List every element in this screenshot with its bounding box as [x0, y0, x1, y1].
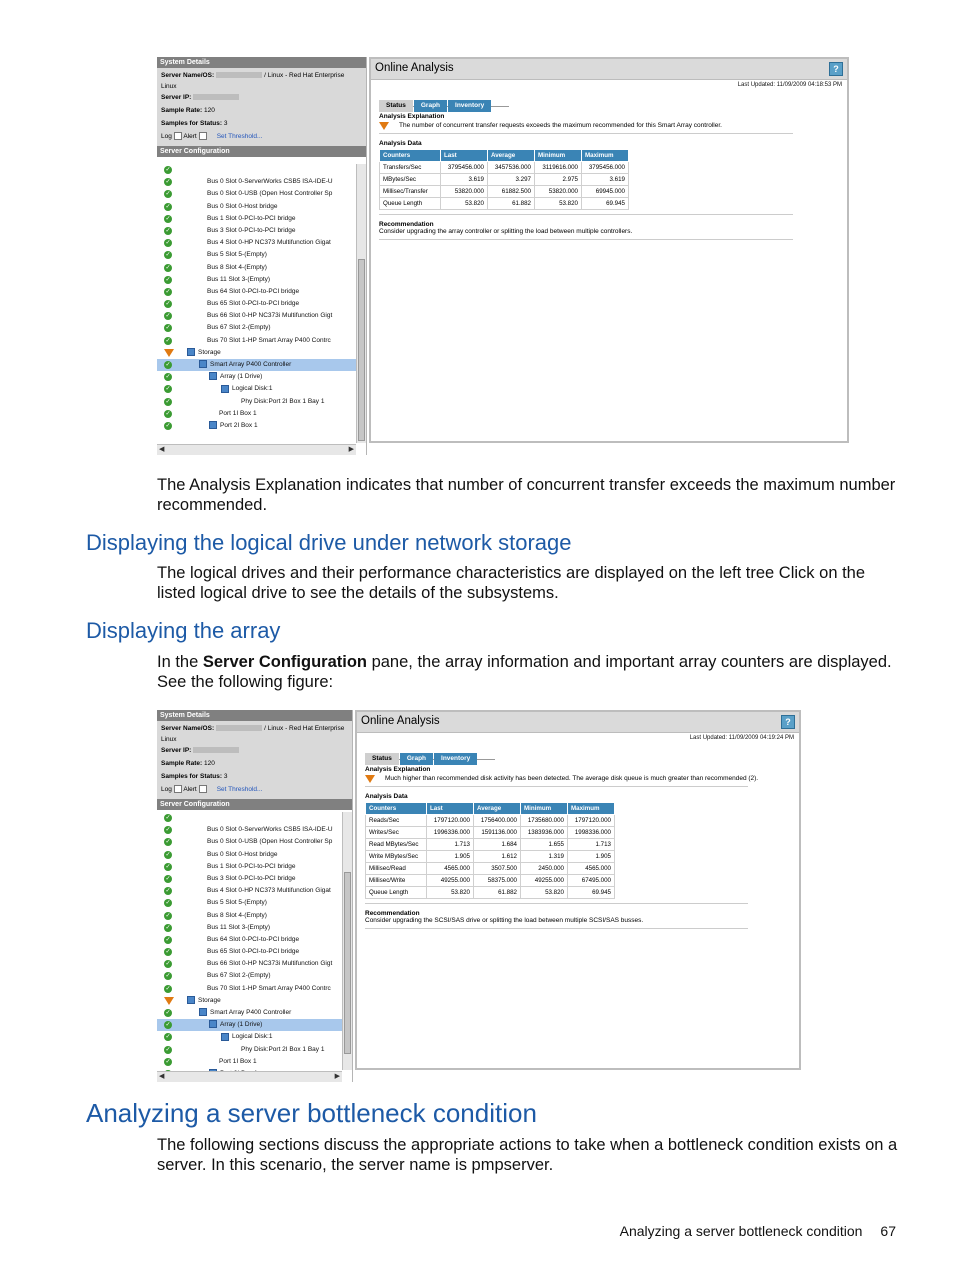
tree-item-label: Bus 0 Slot 0-ServerWorks CSB5 ISA-IDE-U	[207, 178, 333, 186]
col-counters: Counters	[366, 803, 427, 815]
table-cell: 61882.500	[488, 186, 535, 198]
table-cell: 69.945	[568, 887, 615, 899]
collapse-icon[interactable]	[187, 996, 195, 1004]
paragraph-logical-drives: The logical drives and their performance characteristics are displayed on the left tree Click on the listed logical drive to see the details of the subsystems.	[157, 564, 866, 602]
status-ok-icon: ✓	[165, 362, 171, 368]
analysis-explanation-section: Analysis Explanation Much higher than recommended disk activity has been detected. The average disk queue is much greater than recommended (2).	[365, 766, 791, 787]
tree-item-label: Port 1I Box 1	[219, 409, 257, 417]
paragraph-bottleneck: The following sections discuss the appropriate actions to take when a bottleneck condition exists on a server. In this scenario, the server name is pmpserver.	[157, 1136, 898, 1174]
tree-item[interactable]	[157, 922, 342, 934]
table-cell: Millisec/Transfer	[380, 186, 441, 198]
tree-item[interactable]	[157, 995, 342, 1007]
table-cell: 61.882	[474, 887, 521, 899]
col-minimum: Minimum	[521, 803, 568, 815]
table-cell: Millisec/Write	[366, 875, 427, 887]
config-tree	[157, 812, 342, 1070]
figure-2-screenshot	[157, 710, 803, 1082]
status-ok-icon: ✓	[165, 863, 171, 870]
tree-item[interactable]	[157, 885, 342, 897]
collapse-icon[interactable]	[209, 1020, 217, 1028]
tree-item[interactable]	[157, 873, 342, 885]
tree-item[interactable]	[157, 1019, 342, 1031]
warning-icon	[164, 997, 174, 1005]
tree-item-label: Bus 5 Slot 5-(Empty)	[207, 899, 267, 907]
table-cell: Millisec/Read	[366, 863, 427, 875]
system-details: Server Name/OS: / Linux - Red Hat Enterprise Linux Server IP: Sample Rate: 120 Samples for Status: 3 Log Alert Set Threshold...	[157, 721, 352, 799]
table-cell: 3507.500	[474, 863, 521, 875]
tree-item[interactable]	[157, 249, 356, 261]
log-checkbox[interactable]	[174, 785, 182, 793]
tree-item[interactable]	[157, 176, 356, 188]
tree-item-label: Bus 64 Slot 0-PCI-to-PCI bridge	[207, 935, 300, 943]
table-cell: 4565.000	[427, 863, 474, 875]
analysis-data-section: Analysis Data Counters Last Average Minimum Maximum Transfers/Sec 3795456.000 3457536.000 3119616.000 3795456.000 MBytes/Sec 3.619 3.297 2.975 3.619 Millisec/Transfer 53820.000 61882.500 53820.000 69945.000 Queue Length 53.820 61.882 53.820 69.945	[379, 140, 839, 215]
table-cell: 61.882	[488, 198, 535, 210]
table-cell: Reads/Sec	[366, 815, 427, 827]
online-analysis-pane	[355, 710, 801, 1070]
status-ok-icon: ✓	[165, 924, 171, 931]
tree-item[interactable]	[157, 225, 356, 237]
tree-item-label: Bus 0 Slot 0-Host bridge	[207, 850, 278, 858]
tree-item[interactable]	[157, 286, 356, 298]
tree-item[interactable]	[157, 371, 356, 383]
table-cell: 1735680.000	[521, 815, 568, 827]
tree-item[interactable]	[157, 1056, 342, 1068]
redacted-server-ip	[193, 94, 239, 100]
tree-item[interactable]	[157, 310, 356, 322]
tree-item[interactable]	[157, 849, 342, 861]
tree-item[interactable]	[157, 201, 356, 213]
table-cell: 1.319	[521, 851, 568, 863]
tree-item[interactable]	[157, 861, 342, 873]
scroll-left-icon[interactable]: ◀	[159, 446, 165, 453]
tree-item[interactable]	[157, 213, 356, 225]
tree-item-label: Bus 66 Slot 0-HP NC373i Multifunction Gigt	[207, 312, 333, 320]
status-ok-icon: ✓	[165, 374, 171, 381]
tree-item[interactable]	[157, 1044, 342, 1056]
tree-item-label: Bus 3 Slot 0-PCI-to-PCI bridge	[207, 226, 296, 234]
heading-logical-drive: Displaying the logical drive under network storage	[86, 530, 572, 555]
server-configuration-header: Server Configuration	[157, 799, 352, 810]
status-ok-icon: ✓	[165, 252, 171, 259]
tab-graph[interactable]: Graph	[400, 753, 433, 765]
col-maximum: Maximum	[568, 803, 615, 815]
tree-item-label: Bus 65 Slot 0-PCI-to-PCI bridge	[207, 300, 300, 308]
status-ok-icon: ✓	[165, 1010, 171, 1016]
table-row	[366, 839, 615, 851]
redacted-server-name	[216, 72, 262, 78]
footer-title: Analyzing a server bottleneck condition	[619, 1223, 863, 1239]
table-cell: 3457536.000	[488, 162, 535, 174]
tree-item-label: Bus 11 Slot 3-(Empty)	[207, 923, 271, 931]
server-configuration-header: Server Configuration	[157, 146, 366, 157]
table-cell: 1.612	[474, 851, 521, 863]
table-cell: 1383936.000	[521, 827, 568, 839]
tree-item[interactable]	[157, 274, 356, 286]
figure-1-screenshot	[157, 57, 852, 455]
analysis-data-section: Analysis Data Counters Last Average Minimum Maximum Reads/Sec 1797120.000 1756400.000 1735680.000 1797120.000 Writes/Sec 1996336.000 1591136.000 1383936.000 1998336.000 Read MBytes/Sec 1.713 1.684 1.655 1.713 Write MBytes/Sec 1.905 1.612 1.319 1.905 Millisec/Read 4565.000 3507.500 2450.000 4565.000 Millisec/Write 49255.000 58375.000 49255.000 67495.000 Queue Length 53.820 61.882 53.820 69.945	[365, 793, 791, 904]
status-ok-icon: ✓	[165, 386, 171, 393]
table-cell: 1.713	[427, 839, 474, 851]
table-row	[380, 174, 629, 186]
table-cell: 1996336.000	[427, 827, 474, 839]
tree-horizontal-scrollbar[interactable]	[157, 1071, 342, 1082]
tree-item-label: Bus 8 Slot 4-(Empty)	[207, 911, 267, 919]
status-ok-icon: ✓	[165, 191, 171, 198]
tree-item-label: Bus 0 Slot 0-ServerWorks CSB5 ISA-IDE-U	[207, 826, 333, 834]
col-average: Average	[474, 803, 521, 815]
recommendation-section: Recommendation Consider upgrading the SCSI/SAS drive or splitting the load between multiple SCSI/SAS busses.	[365, 910, 791, 929]
tree-item[interactable]	[157, 1031, 342, 1043]
status-ok-icon: ✓	[165, 851, 171, 858]
tree-item[interactable]	[157, 420, 356, 432]
analysis-data-table	[365, 802, 615, 899]
table-cell: 1.905	[427, 851, 474, 863]
status-ok-icon: ✓	[165, 936, 171, 943]
tree-item[interactable]	[157, 812, 342, 824]
tree-item[interactable]	[157, 946, 342, 958]
online-analysis-title: Online Analysis	[375, 62, 454, 74]
tree-item[interactable]	[157, 1007, 342, 1019]
tree-item[interactable]	[157, 836, 342, 848]
left-pane	[157, 710, 353, 1082]
online-analysis-pane	[369, 57, 849, 443]
tree-item[interactable]	[157, 958, 342, 970]
tree-item-label: Bus 4 Slot 0-HP NC373 Multifunction Gigat	[207, 239, 331, 247]
collapse-icon[interactable]	[209, 421, 217, 429]
tree-item-label: Smart Array P400 Controller	[210, 361, 292, 368]
tree-item[interactable]	[157, 910, 342, 922]
status-ok-icon: ✓	[165, 215, 171, 222]
status-ok-icon: ✓	[165, 398, 171, 405]
table-row	[366, 875, 615, 887]
table-cell: 3795456.000	[582, 162, 629, 174]
table-cell: 53.820	[535, 198, 582, 210]
set-threshold-link[interactable]: Set Threshold...	[216, 786, 263, 793]
table-cell: 69.945	[582, 198, 629, 210]
tree-item[interactable]	[157, 897, 342, 909]
status-ok-icon: ✓	[165, 949, 171, 956]
left-pane	[157, 57, 367, 455]
table-cell: 58375.000	[474, 875, 521, 887]
collapse-icon[interactable]	[209, 372, 217, 380]
tree-item[interactable]	[157, 983, 342, 995]
tree-item-label: Bus 5 Slot 5-(Empty)	[207, 251, 267, 259]
status-ok-icon: ✓	[165, 815, 171, 821]
table-row	[366, 851, 615, 863]
tree-item[interactable]	[157, 824, 342, 836]
config-tree	[157, 164, 356, 443]
table-cell: 49255.000	[427, 875, 474, 887]
online-analysis-titlebar	[357, 712, 799, 733]
tree-item[interactable]	[157, 262, 356, 274]
table-cell: 53820.000	[535, 186, 582, 198]
table-cell: 69945.000	[582, 186, 629, 198]
recommendation-text: Consider upgrading the array controller or splitting the load between multiple controllers.	[379, 228, 633, 235]
table-row	[380, 186, 629, 198]
table-cell: Read MBytes/Sec	[366, 839, 427, 851]
alert-checkbox[interactable]	[199, 785, 207, 793]
table-cell: 1797120.000	[568, 815, 615, 827]
help-icon[interactable]: ?	[829, 62, 843, 76]
tree-item[interactable]	[157, 934, 342, 946]
tree-item[interactable]	[157, 396, 356, 408]
table-cell: 53820.000	[441, 186, 488, 198]
status-ok-icon: ✓	[165, 888, 171, 895]
table-row	[366, 815, 615, 827]
tree-item[interactable]	[157, 237, 356, 249]
table-row	[380, 198, 629, 210]
tree-item-label: Bus 64 Slot 0-PCI-to-PCI bridge	[207, 287, 300, 295]
scroll-right-icon[interactable]: ▶	[334, 1073, 340, 1080]
tree-item-label: Bus 70 Slot 1-HP Smart Array P400 Contrc	[207, 984, 331, 992]
paragraph-array: In the Server Configuration pane, the array information and important array counters are displayed. See the following figure:	[157, 653, 892, 691]
status-ok-icon: ✓	[165, 422, 171, 429]
status-ok-icon: ✓	[165, 325, 171, 332]
status-ok-icon: ✓	[165, 1046, 171, 1053]
tree-vertical-scrollbar[interactable]	[342, 812, 352, 1070]
analysis-explanation-section: Analysis Explanation The number of concurrent transfer requests exceeds the maximum recommended for this Smart Array controller.	[379, 113, 839, 134]
tab-inventory[interactable]: Inventory	[448, 100, 491, 112]
status-ok-icon: ✓	[165, 240, 171, 247]
status-ok-icon: ✓	[165, 227, 171, 234]
status-ok-icon: ✓	[165, 167, 171, 173]
heading-bottleneck: Analyzing a server bottleneck condition	[86, 1098, 537, 1128]
tree-item-label: Bus 0 Slot 0-USB (Open Host Controller Sp	[207, 190, 333, 198]
tree-item[interactable]	[157, 408, 356, 420]
status-ok-icon: ✓	[165, 203, 171, 210]
tab-status[interactable]: Status	[365, 753, 399, 765]
system-details: Server Name/OS: / Linux - Red Hat Enterprise Linux Server IP: Sample Rate: 120 Samples for Status: 3 Log Alert Set Threshold...	[157, 68, 366, 146]
status-ok-icon: ✓	[165, 313, 171, 320]
table-row	[366, 863, 615, 875]
table-cell: Transfers/Sec	[380, 162, 441, 174]
online-analysis-title: Online Analysis	[361, 715, 440, 727]
status-ok-icon: ✓	[165, 264, 171, 271]
tree-item-label: Storage	[198, 348, 221, 356]
tree-vertical-scrollbar[interactable]	[356, 164, 366, 443]
tree-item-label: Bus 8 Slot 4-(Empty)	[207, 263, 267, 271]
status-ok-icon: ✓	[165, 985, 171, 992]
table-cell: Queue Length	[380, 198, 441, 210]
table-cell: 3795456.000	[441, 162, 488, 174]
page-footer	[602, 1223, 896, 1239]
redacted-server-ip	[193, 747, 239, 753]
table-cell: 1.905	[568, 851, 615, 863]
tree-item-label: Bus 1 Slot 0-PCI-to-PCI bridge	[207, 214, 296, 222]
alert-checkbox[interactable]	[199, 132, 207, 140]
collapse-icon[interactable]	[221, 385, 229, 393]
tree-item-label: Bus 65 Slot 0-PCI-to-PCI bridge	[207, 948, 300, 956]
tree-item-label: Bus 4 Slot 0-HP NC373 Multifunction Gigat	[207, 887, 331, 895]
status-ok-icon: ✓	[165, 288, 171, 295]
status-ok-icon: ✓	[165, 1058, 171, 1065]
status-ok-icon: ✓	[165, 337, 171, 344]
tree-item[interactable]	[157, 970, 342, 982]
set-threshold-link[interactable]: Set Threshold...	[216, 133, 263, 140]
last-updated: Last Updated: 11/09/2009 04:19:24 PM	[689, 735, 794, 741]
status-ok-icon: ✓	[165, 839, 171, 846]
log-checkbox[interactable]	[174, 132, 182, 140]
tab-bar	[379, 94, 509, 107]
collapse-icon[interactable]	[187, 348, 195, 356]
table-cell: 3.297	[488, 174, 535, 186]
tree-item-label: Smart Array P400 Controller	[210, 1009, 292, 1016]
last-updated: Last Updated: 11/09/2009 04:18:53 PM	[737, 82, 842, 88]
table-cell: 2450.000	[521, 863, 568, 875]
table-cell: 3119616.000	[535, 162, 582, 174]
table-cell: Queue Length	[366, 887, 427, 899]
tree-item-label: Phy Disk:Port 2I Box 1 Bay 1	[241, 1045, 325, 1053]
table-row	[366, 827, 615, 839]
table-cell: MBytes/Sec	[380, 174, 441, 186]
status-ok-icon: ✓	[165, 973, 171, 980]
help-icon[interactable]: ?	[781, 715, 795, 729]
recommendation-section: Recommendation Consider upgrading the array controller or splitting the load between multiple controllers.	[379, 221, 839, 240]
status-ok-icon: ✓	[165, 961, 171, 968]
collapse-icon[interactable]	[199, 1008, 207, 1016]
col-counters: Counters	[380, 150, 441, 162]
page-number: 67	[880, 1223, 896, 1239]
tree-item-label: Bus 0 Slot 0-Host bridge	[207, 202, 278, 210]
tree-item[interactable]	[157, 298, 356, 310]
tab-graph[interactable]: Graph	[414, 100, 447, 112]
table-cell: 1797120.000	[427, 815, 474, 827]
scroll-thumb[interactable]	[344, 872, 351, 1054]
tree-item[interactable]	[157, 322, 356, 334]
tree-item-label: Storage	[198, 996, 221, 1004]
tab-status[interactable]: Status	[379, 100, 413, 112]
system-details-header: System Details	[157, 57, 366, 68]
heading-array: Displaying the array	[86, 618, 281, 643]
col-minimum: Minimum	[535, 150, 582, 162]
status-ok-icon: ✓	[165, 410, 171, 417]
status-ok-icon: ✓	[165, 912, 171, 919]
table-cell: 3.619	[441, 174, 488, 186]
explanation-text: The number of concurrent transfer requests exceeds the maximum recommended for this Smart Array controller.	[399, 122, 722, 129]
table-cell: 1.655	[521, 839, 568, 851]
system-details-header: System Details	[157, 710, 352, 721]
redacted-server-name	[216, 725, 262, 731]
tree-item-label: Array (1 Drive)	[220, 373, 263, 381]
table-cell: 53.820	[521, 887, 568, 899]
recommendation-text: Consider upgrading the SCSI/SAS drive or splitting the load between multiple SCSI/SAS busses.	[365, 917, 644, 924]
tree-item[interactable]	[157, 359, 356, 371]
tree-item-label: Bus 70 Slot 1-HP Smart Array P400 Contrc	[207, 336, 331, 344]
table-cell: 67495.000	[568, 875, 615, 887]
table-cell: 1591136.000	[474, 827, 521, 839]
tree-item-label: Bus 11 Slot 3-(Empty)	[207, 275, 271, 283]
paragraph-analysis-explanation: The Analysis Explanation indicates that number of concurrent transfer exceeds the maximum number recommended.	[157, 476, 896, 514]
warning-icon	[365, 775, 375, 783]
scroll-left-icon[interactable]: ◀	[159, 1073, 165, 1080]
tree-item[interactable]	[157, 383, 356, 395]
tree-item-label: Bus 3 Slot 0-PCI-to-PCI bridge	[207, 874, 296, 882]
status-ok-icon: ✓	[165, 1022, 171, 1029]
table-cell: 49255.000	[521, 875, 568, 887]
table-cell: 1756400.000	[474, 815, 521, 827]
tab-inventory[interactable]: Inventory	[434, 753, 477, 765]
tree-item-label: Array (1 Drive)	[220, 1021, 263, 1029]
table-cell: 1998336.000	[568, 827, 615, 839]
tree-item-label: Port 1I Box 1	[219, 1057, 257, 1065]
tree-item[interactable]	[157, 164, 356, 176]
status-ok-icon: ✓	[165, 900, 171, 907]
tab-bar	[365, 747, 495, 760]
tree-item-label: Logical Disk:1	[232, 385, 273, 393]
analysis-data-table	[379, 149, 629, 210]
collapse-icon[interactable]	[221, 1033, 229, 1041]
tree-item[interactable]	[157, 335, 356, 347]
scroll-thumb[interactable]	[358, 259, 365, 441]
scroll-right-icon[interactable]: ▶	[348, 446, 354, 453]
table-cell: 1.684	[474, 839, 521, 851]
tree-item-label: Logical Disk:1	[232, 1033, 273, 1041]
tree-item[interactable]	[157, 347, 356, 359]
col-last: Last	[441, 150, 488, 162]
table-row	[366, 887, 615, 899]
table-cell: 53.820	[441, 198, 488, 210]
tree-item-label: Bus 67 Slot 2-(Empty)	[207, 972, 271, 980]
tree-item-label: Bus 66 Slot 0-HP NC373i Multifunction Gigt	[207, 960, 333, 968]
status-ok-icon: ✓	[165, 179, 171, 186]
collapse-icon[interactable]	[199, 360, 207, 368]
tree-item-label: Bus 1 Slot 0-PCI-to-PCI bridge	[207, 862, 296, 870]
status-ok-icon: ✓	[165, 875, 171, 882]
table-cell: 4565.000	[568, 863, 615, 875]
col-average: Average	[488, 150, 535, 162]
tree-item[interactable]	[157, 188, 356, 200]
tree-item-label: Bus 67 Slot 2-(Empty)	[207, 324, 271, 332]
explanation-text: Much higher than recommended disk activity has been detected. The average disk queue is much greater than recommended (2).	[385, 775, 759, 782]
table-cell: 1.713	[568, 839, 615, 851]
table-cell: 3.619	[582, 174, 629, 186]
tree-item-label: Phy Disk:Port 2I Box 1 Bay 1	[241, 397, 325, 405]
table-cell: Writes/Sec	[366, 827, 427, 839]
tree-item-label: Port 2I Box 1	[220, 421, 258, 429]
tree-item-label: Bus 0 Slot 0-USB (Open Host Controller Sp	[207, 838, 333, 846]
table-cell: 53.820	[427, 887, 474, 899]
table-row	[380, 162, 629, 174]
status-ok-icon: ✓	[165, 827, 171, 834]
status-ok-icon: ✓	[165, 301, 171, 308]
col-last: Last	[427, 803, 474, 815]
status-ok-icon: ✓	[165, 1034, 171, 1041]
col-maximum: Maximum	[582, 150, 629, 162]
status-ok-icon: ✓	[165, 276, 171, 283]
warning-icon	[379, 122, 389, 130]
warning-icon	[164, 349, 174, 357]
tree-horizontal-scrollbar[interactable]	[157, 444, 356, 455]
table-cell: Write MBytes/Sec	[366, 851, 427, 863]
table-cell: 2.975	[535, 174, 582, 186]
online-analysis-titlebar	[371, 59, 847, 80]
